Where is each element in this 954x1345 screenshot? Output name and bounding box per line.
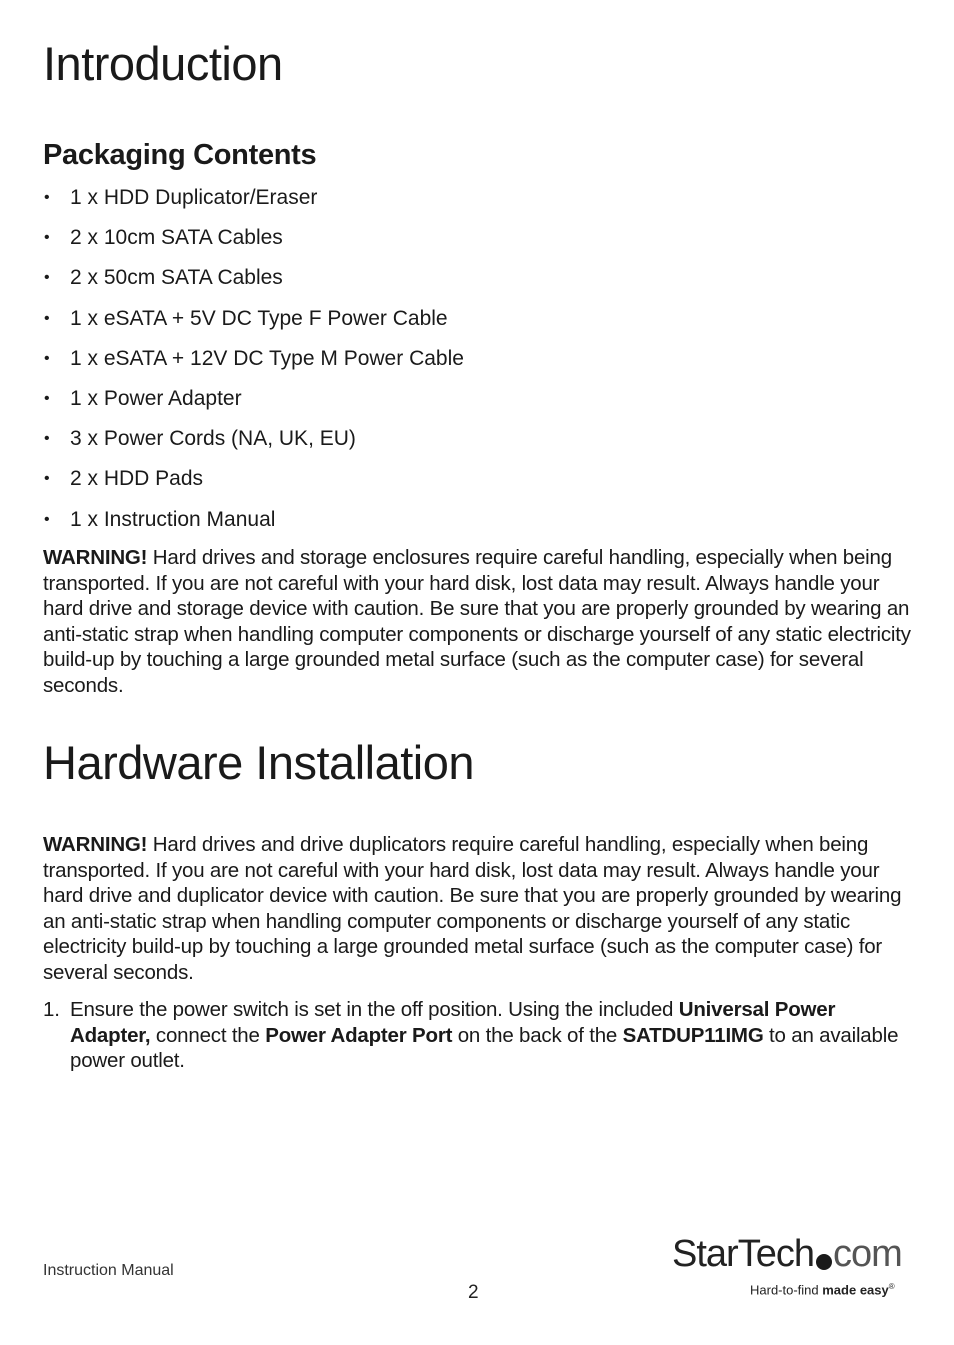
tagline-bold: made easy — [822, 1282, 889, 1298]
startech-logo — [672, 1232, 912, 1304]
list-item: • 2 x 10cm SATA Cables — [43, 224, 903, 264]
logo-dot-icon — [816, 1254, 832, 1270]
step-number: 1. — [43, 998, 60, 1021]
list-item: • 2 x 50cm SATA Cables — [43, 264, 903, 304]
introduction-title: Introduction — [43, 37, 283, 90]
footer-label: Instruction Manual — [43, 1262, 174, 1279]
list-item: • 1 x eSATA + 12V DC Type M Power Cable — [43, 345, 903, 385]
list-item: • 3 x Power Cords (NA, UK, EU) — [43, 425, 903, 465]
step-text: Ensure the power switch is set in the off position. Using the included — [70, 998, 679, 1021]
warning-label: WARNING! — [43, 833, 148, 856]
storage-warning-paragraph — [43, 545, 918, 699]
packaging-contents-list — [43, 184, 903, 546]
hardware-installation-title: Hardware Installation — [43, 736, 474, 789]
step-text: on the back of the — [452, 1023, 623, 1047]
installation-steps — [43, 997, 918, 1074]
step-item — [43, 997, 918, 1074]
logo-tagline — [750, 1282, 895, 1297]
packaging-contents-heading: Packaging Contents — [43, 139, 317, 171]
list-item: • 1 x Instruction Manual — [43, 506, 903, 546]
step-text: connect the — [150, 1023, 266, 1047]
list-item: • 1 x HDD Duplicator/Eraser — [43, 184, 903, 224]
page-number: 2 — [468, 1282, 479, 1303]
list-item: • 1 x Power Adapter — [43, 385, 903, 425]
tagline-plain: Hard-to-find — [750, 1282, 823, 1298]
warning-label: WARNING! — [43, 546, 148, 569]
logo-word-text: StarTech — [672, 1233, 814, 1275]
warning-text: Hard drives and storage enclosures require careful handling, especially when being transported. If you are not careful with your hard disk, lost data may result. Always handle your hard drive and storage device with caution. Be sure that you are properly grounded by wearing an anti-static strap when handling computer components or discharge yourself of any static electricity build-up by touching a large grounded metal surface (such as the computer case) for several seconds. — [43, 546, 911, 697]
step-bold-term: SATDUP11IMG — [622, 1023, 764, 1047]
logo-wordmark — [672, 1232, 902, 1276]
logo-com-text: com — [832, 1233, 902, 1275]
step-bold-term: Power Adapter Port — [265, 1023, 453, 1047]
list-item: • 1 x eSATA + 5V DC Type F Power Cable — [43, 305, 903, 345]
step-bold-term: Universal Power Adapter, — [70, 998, 836, 1047]
step-text: to an available power outlet. — [70, 1023, 899, 1073]
list-item: • 2 x HDD Pads — [43, 465, 903, 505]
duplicator-warning-paragraph — [43, 832, 918, 986]
registered-mark: ® — [888, 1282, 895, 1291]
warning-text: Hard drives and drive duplicators require careful handling, especially when being transported. If you are not careful with your hard disk, lost data may result. Always handle your hard drive and duplicator device with caution. Be sure that you are properly grounded by wearing an anti-static strap when handling computer components or discharge yourself of any static electricity build-up by touching a large grounded metal surface (such as the computer case) for several seconds. — [43, 833, 902, 984]
